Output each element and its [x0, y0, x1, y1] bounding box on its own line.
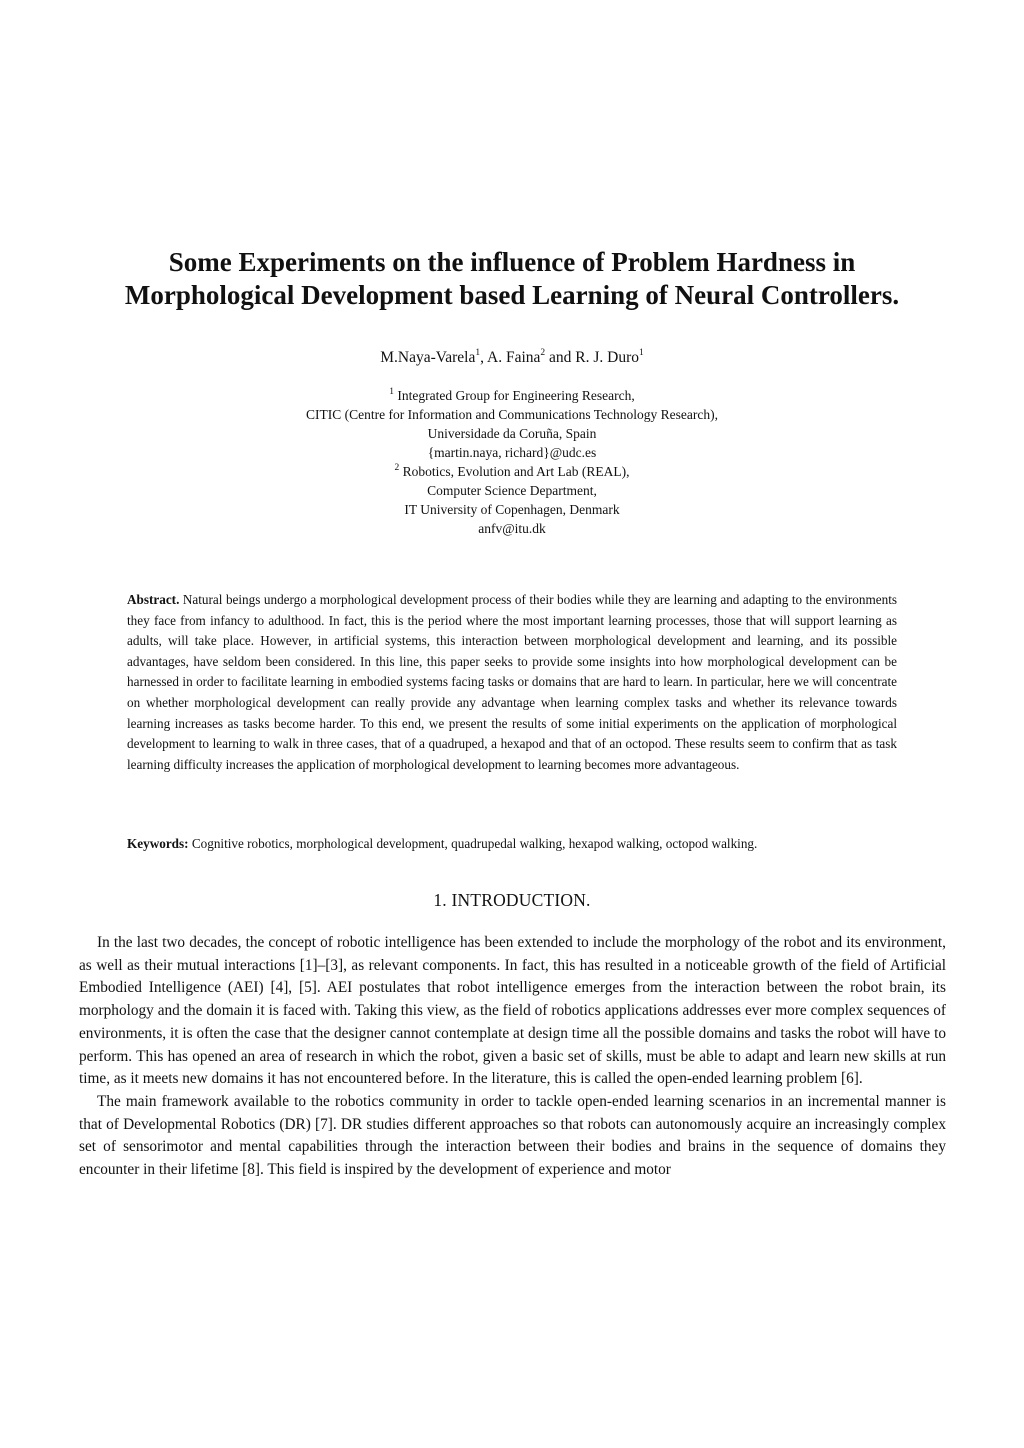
author-affiliation-mark: 1 — [475, 347, 481, 358]
author-separator: and — [545, 349, 576, 366]
affiliation-1-line-2: CITIC (Centre for Information and Communications Technology Research), — [306, 407, 718, 422]
keywords-text: Cognitive robotics, morphological development, quadrupedal walking, hexapod walking, octopod walking. — [191, 836, 758, 851]
paper-title — [60, 246, 964, 312]
title-line-2: Morphological Development based Learning of Neural Controllers. — [124, 280, 900, 310]
affiliation-2-line-3: IT University of Copenhagen, Denmark — [404, 502, 620, 517]
affiliation-text: Robotics, Evolution and Art Lab (REAL), — [402, 464, 630, 479]
affiliation-2-email: anfv@itu.dk — [478, 521, 546, 536]
author-name: R. J. Duro — [575, 349, 640, 366]
author-affiliation-mark: 2 — [540, 347, 546, 358]
section-heading: 1. INTRODUCTION. — [433, 890, 591, 910]
affiliation-1-line-1 — [60, 386, 964, 405]
affiliations — [60, 386, 964, 538]
abstract-label: Abstract. — [127, 592, 180, 607]
author-affiliation-mark: 1 — [639, 347, 644, 358]
affiliation-1-line-3: Universidade da Coruña, Spain — [427, 426, 597, 441]
keywords — [127, 834, 897, 854]
affiliation-text: Integrated Group for Engineering Research, — [397, 388, 635, 403]
keywords-label: Keywords: — [127, 836, 189, 851]
affiliation-mark: 1 — [389, 386, 395, 397]
author-list — [60, 347, 964, 369]
affiliation-2-line-1 — [60, 462, 964, 481]
body-text — [79, 932, 946, 1182]
affiliation-mark: 2 — [394, 462, 400, 473]
author-name: A. Faina — [487, 349, 541, 366]
title-line-1: Some Experiments on the influence of Problem Hardness in — [168, 247, 856, 277]
affiliation-1-email: {martin.naya, richard}@udc.es — [427, 445, 597, 460]
author-name: M.Naya-Varela — [380, 349, 476, 366]
body-paragraph-1: In the last two decades, the concept of robotic intelligence has been extended to include the morphology of the robot and its environment, as well as their mutual interactions [1]–[3], as relevant components. In fact, this has resulted in a noticeable growth of the field of Artificial Embodied Intelligence (AEI) [4], [5]. AEI postulates that robot intelligence emerges from the interaction between the robot brain, its morphology and the domain it is faced with. Taking this view, as the field of robotics applications addresses ever more complex sequences of environments, it is often the case that the designer cannot contemplate at design time all the possible domains and tasks the robot will have to perform. This has opened an area of research in which the robot, given a basic set of skills, must be able to adapt and learn new skills at run time, as it meets new domains it has not encountered before. In the literature, this is called the open-ended learning problem [6]. — [79, 934, 946, 1088]
body-paragraph-2: The main framework available to the robotics community in order to tackle open-ended learning scenarios in an incremental manner is that of Developmental Robotics (DR) [7]. DR studies different approaches so that robots can autonomously acquire an increasingly complex set of sensorimotor and mental capabilities through the interaction between their bodies and brains in the sequence of domains they encounter in their lifetime [8]. This field is inspired by the development of experience and motor — [79, 1092, 946, 1179]
author-separator: , — [480, 349, 487, 366]
affiliation-2-line-2: Computer Science Department, — [427, 483, 597, 498]
abstract — [127, 590, 897, 775]
abstract-text: Natural beings undergo a morphological development process of their bodies while they are learning and adapting to the environments they face from infancy to adulthood. In fact, this is the period where the most important learning processes, those that will support learning as adults, will take place. However, in artificial systems, this interaction between morphological development and learning, and its possible advantages, have seldom been considered. In this line, this paper seeks to provide some insights into how morphological development can be harnessed in order to facilitate learning in embodied systems facing tasks or domains that are hard to learn. In particular, here we will concentrate on whether morphological development can really provide any advantage when learning complex tasks and whether its relevance towards learning increases as tasks become harder. To this end, we present the results of some initial experiments on the application of morphological development to learning to walk in three cases, that of a quadruped, a hexapod and that of an octopod. These results seem to confirm that as task learning difficulty increases the application of morphological development to learning becomes more advantageous. — [127, 592, 897, 772]
